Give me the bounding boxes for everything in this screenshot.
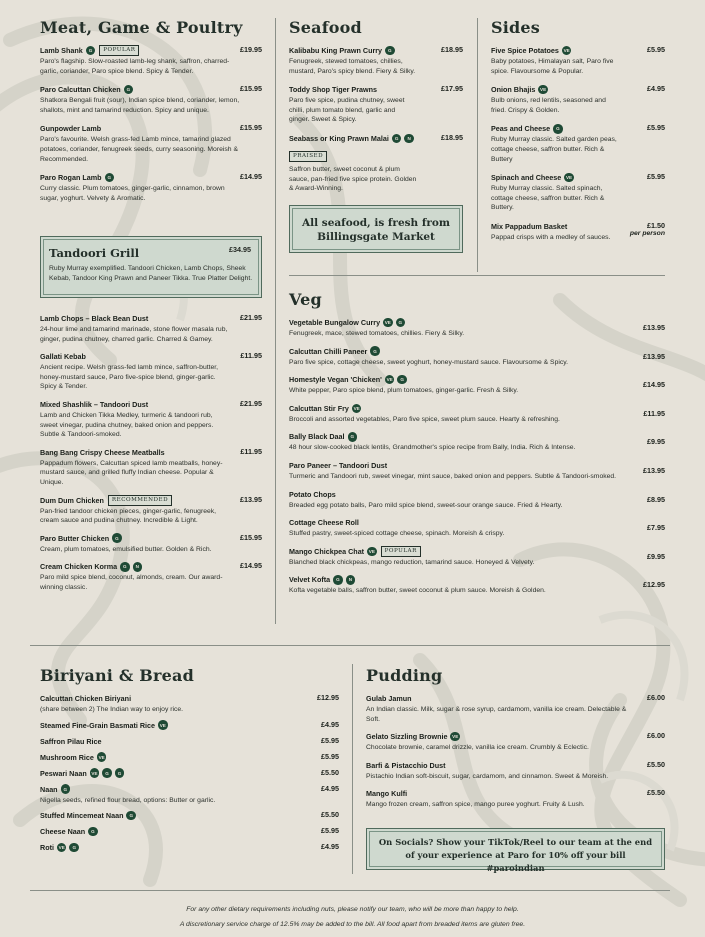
section-title: Biriyani & Bread — [40, 666, 194, 685]
item-name: Cottage Cheese Roll — [289, 518, 359, 528]
item-name: Roti — [40, 843, 54, 853]
item-price: £18.95 — [441, 45, 463, 54]
item-name: Seabass or King Prawn Malai — [289, 133, 389, 143]
menu-item — [289, 574, 665, 596]
menu-item — [491, 84, 665, 115]
socials-callout-text: On Socials? Show your TikTok/Reel to our team at the end of your experience at Paro for 10% off your bill #paroindian — [378, 837, 653, 873]
item-name: Gunpowder Lamb — [40, 124, 102, 134]
item-name: Cheese Naan — [40, 827, 86, 837]
menu-item — [289, 374, 665, 396]
item-description: Pappad crisps with a medley of sauces. — [491, 233, 611, 241]
dietary-badge: N — [404, 134, 414, 144]
item-price: £5.50 — [647, 788, 665, 798]
sides-items — [491, 45, 665, 243]
item-description: Fenugreek, mace, stewed tomatoes, chillies. Fiery & Silky. — [289, 330, 465, 337]
item-description: Pappadum flowers, Calcuttan spiced lamb meatballs, honey-mustard sauce, and grilled fluffy Indian cheese. Popular & Unique. — [40, 459, 223, 486]
dietary-badge: VE — [352, 404, 362, 414]
dietary-badge: VE — [564, 173, 574, 183]
item-name: Stuffed Mincemeat Naan — [40, 811, 124, 821]
item-price: £5.95 — [321, 751, 339, 761]
item-name: Homestyle Vegan 'Chicken' — [289, 375, 382, 385]
item-name: Lamb Chops – Black Bean Dust — [40, 314, 149, 323]
item-price: £12.95 — [643, 580, 665, 590]
item-price: £8.95 — [647, 494, 665, 504]
item-name: Gulab Jamun — [366, 694, 412, 703]
item-description: Cream, plum tomatoes, emulsified butter. Golden & Rich. — [40, 545, 212, 553]
tandoori-grill-box — [40, 236, 262, 298]
item-description: Mango frozen cream, saffron spice, mango puree yoghurt. Fruity & Lush. — [366, 801, 585, 809]
item-description: (share between 2) The Indian way to enjoy rice. — [40, 706, 184, 713]
item-name: Mango Kulfi — [366, 789, 408, 799]
menu-item — [366, 731, 665, 753]
item-name: Gelato Sizzling Brownie — [366, 732, 448, 742]
menu-item — [491, 172, 665, 213]
item-name: Lamb Shank — [40, 46, 83, 55]
item-price: £17.95 — [441, 84, 463, 94]
menu-item — [40, 826, 339, 837]
item-price: £5.50 — [647, 759, 665, 769]
seafood-items — [289, 45, 463, 194]
item-name: Velvet Kofta — [289, 575, 331, 585]
dietary-badge: G — [370, 346, 380, 356]
item-price: £7.95 — [647, 523, 665, 533]
divider-vertical-top-right — [477, 18, 478, 272]
item-description: Kofta vegetable balls, saffron butter, sweet coconut & plum sauce. Moreish & Golden. — [289, 587, 546, 595]
dietary-badge: VE — [158, 720, 168, 730]
seafood-callout-text: All seafood, is fresh from Billingsgate Market — [302, 217, 450, 243]
menu-item — [289, 403, 665, 425]
menu-item — [40, 351, 262, 392]
biriyani-section — [40, 666, 339, 858]
item-name: Paro Calcuttan Chicken — [40, 85, 121, 95]
item-name: Calcuttan Chilli Paneer — [289, 346, 368, 356]
item-description: Blanched black chickpeas, mango reduction, tamarind sauce. Honeyed & Velvety. — [289, 558, 535, 566]
menu-item — [40, 752, 339, 763]
seafood-callout-box — [289, 205, 463, 253]
item-name: Onion Bhajis — [491, 85, 536, 95]
menu-item — [40, 693, 339, 715]
menu-item — [289, 431, 665, 453]
veg-items — [289, 317, 665, 596]
item-description: Bulb onions, red lentils, seasoned and fried. Crispy & Golden. — [491, 97, 606, 114]
item-price: £21.95 — [240, 398, 262, 408]
item-price: £14.95 — [240, 172, 262, 182]
item-description: Paro's favourite. Welsh grass-fed Lamb mince, tamarind glazed potatoes, coriander, fenugreek seeds, curry seasoning. Moreish & Recommended. — [40, 136, 238, 163]
section-title: Pudding — [366, 666, 443, 685]
menu-item — [40, 399, 262, 440]
dietary-badge: G — [553, 124, 563, 134]
item-description: Pistachio Indian soft-biscuit, sugar, cardamom, and cinnamon. Sweet & Moreish. — [366, 772, 609, 780]
menu-item — [366, 760, 665, 782]
item-description: Lamb and Chicken Tikka Medley, turmeric & tandoori rub, sweet vinegar, pudina chutney, baked onion and peppers. Subtle & Tandoori-smoked. — [40, 411, 214, 439]
item-price-unit: per person — [629, 229, 665, 237]
item-price: £11.95 — [643, 408, 665, 418]
item-name: Spinach and Cheese — [491, 173, 562, 183]
item-name: Dum Dum Chicken — [40, 495, 104, 505]
item-price: £4.95 — [647, 84, 665, 94]
item-description: Shatkora Bengali fruit (sour), Indian spice blend, coriander, lemon, shallots, mint and tamarind reduction. Spicy and unique. — [40, 97, 240, 114]
dietary-badge: VE — [538, 85, 548, 95]
dietary-badge: G — [115, 768, 125, 778]
item-description: Chocolate brownie, caramel drizzle, vanilla ice cream. Crumbly & Eclectic. — [366, 744, 589, 752]
dietary-badge: G — [348, 432, 358, 442]
item-description: Breaded egg potato balls, Paro mild spice blend, sweet-sour orange sauce. Fried & Hearty. — [289, 501, 563, 509]
item-price: £13.95 — [643, 351, 665, 361]
section-title: Sides — [491, 18, 541, 37]
section-title: Meat, Game & Poultry — [40, 18, 243, 37]
item-tag: RECOMMENDED — [108, 495, 172, 506]
item-price: £13.95 — [643, 465, 665, 475]
meat-section — [40, 18, 262, 211]
item-description: Turmeric and Tandoori rub, sweet vinegar, mint sauce, baked onion and peppers. Subtle & Tandoori-smoked. — [289, 472, 617, 480]
item-price: £1.50 per person — [629, 220, 665, 237]
divider-vertical-bottom — [352, 664, 353, 874]
item-name: Potato Chops — [289, 489, 336, 499]
item-name: Mango Chickpea Chat — [289, 546, 365, 556]
item-price: £11.95 — [240, 446, 262, 456]
item-price: £4.95 — [321, 842, 339, 852]
dietary-badge: VE — [383, 318, 393, 328]
dietary-badge: G — [396, 318, 406, 328]
dietary-badge: VE — [97, 752, 107, 762]
dietary-badge: N — [133, 562, 143, 572]
veg-section — [289, 290, 665, 603]
item-price: £9.95 — [647, 551, 665, 561]
item-name: Cream Chicken Korma — [40, 562, 118, 572]
item-name: Calcuttan Stir Fry — [289, 403, 349, 413]
item-name: Mixed Shashlik – Tandoori Dust — [40, 399, 149, 409]
seafood-section — [289, 18, 463, 202]
menu-item — [289, 346, 665, 368]
item-description: Saffron butter, sweet coconut & plum sauce, pan-fried five spice protein. Golden & Award-Winning. — [289, 165, 417, 193]
item-description: 48 hour slow-cooked black lentils, Grandmother's spice recipe from Bally, India. Rich & Intense. — [289, 444, 576, 452]
dietary-badge: G — [333, 575, 343, 585]
pudding-items — [366, 693, 665, 810]
dietary-badge: G — [88, 827, 98, 837]
item-price: £9.95 — [647, 437, 665, 447]
footer-service-note: A discretionary service charge of 12.5% may be added to the bill. All food apart from breaded items are gluten free. — [179, 921, 526, 928]
biriyani-items — [40, 693, 339, 853]
item-price: £11.95 — [240, 351, 262, 361]
dietary-badge: G — [86, 46, 96, 56]
dietary-badge: G — [392, 134, 402, 144]
item-price: £12.95 — [317, 693, 339, 702]
item-price: £4.95 — [321, 719, 339, 729]
menu-item — [289, 84, 463, 125]
item-tag: POPULAR — [99, 45, 139, 56]
item-name: Naan — [40, 784, 58, 794]
menu-item — [40, 720, 339, 731]
item-price: £15.95 — [240, 532, 262, 542]
pudding-section — [366, 666, 665, 817]
menu-item — [289, 546, 665, 568]
item-price: £14.95 — [240, 561, 262, 571]
divider-vertical-left — [275, 18, 276, 624]
item-name: Five Spice Potatoes — [491, 46, 559, 55]
dietary-badge: G — [126, 811, 136, 821]
item-name: Toddy Shop Tiger Prawns — [289, 85, 377, 95]
dietary-badge: G — [397, 375, 407, 385]
menu-item — [40, 768, 339, 779]
dietary-badge: G — [120, 562, 130, 572]
item-tag: PRAISED — [289, 151, 327, 162]
item-price: £5.50 — [321, 810, 339, 820]
menu-item — [366, 788, 665, 810]
menu-item — [289, 489, 665, 511]
section-title: Seafood — [289, 18, 362, 37]
item-description: Paro mild spice blend, coconut, almonds, cream. Our award-winning classic. — [40, 574, 223, 591]
menu-item — [40, 313, 262, 344]
dietary-badge: VE — [450, 732, 460, 742]
item-price: £18.95 — [441, 132, 463, 142]
item-name: Peas and Cheese — [491, 124, 551, 134]
item-description: Paro five spice, cottage cheese, sweet yoghurt, honey-mustard sauce. Flavoursome & Spicy. — [289, 358, 569, 366]
item-name: Calcuttan Chicken Biriyani — [40, 694, 132, 703]
menu-item — [40, 45, 262, 76]
item-price: £15.95 — [240, 123, 262, 133]
menu-item — [40, 736, 339, 747]
divider-horizontal-middle — [30, 645, 670, 646]
item-name: Bally Black Daal — [289, 432, 345, 442]
menu-item — [491, 123, 665, 164]
item-name: Gallati Kebab — [40, 352, 86, 362]
item-price: £21.95 — [240, 313, 262, 322]
item-description: Curry classic. Plum tomatoes, ginger-garlic, cinnamon, brown sugar, yoghurt. Velvety & Aromatic. — [40, 185, 225, 202]
tandoori-price: £34.95 — [229, 245, 251, 254]
item-price: £15.95 — [240, 84, 262, 94]
item-price: £19.95 — [240, 45, 262, 54]
menu-item — [491, 45, 665, 76]
dietary-badge: N — [346, 575, 356, 585]
item-name: Barfi & Pistacchio Dust — [366, 760, 446, 770]
meat-items — [40, 45, 262, 203]
dietary-badge: VE — [562, 46, 572, 56]
item-name: Mix Pappadum Basket — [491, 221, 568, 231]
item-description: Ruby Murray classic. Salted spinach, cottage cheese, saffron butter. Rich & Buttery. — [491, 185, 605, 212]
menu-item — [40, 84, 262, 115]
item-price: £5.95 — [321, 826, 339, 836]
dietary-badge: VE — [385, 375, 395, 385]
dietary-badge: VE — [90, 768, 100, 778]
item-price: £5.95 — [321, 735, 339, 745]
item-description: Pan-fried tandoor chicken pieces, ginger-garlic, fenugreek, cream sauce and pudina chutney. Incredible & Light. — [40, 507, 217, 525]
menu-item — [40, 123, 262, 164]
item-name: Paro Rogan Lamb — [40, 173, 102, 183]
item-price: £14.95 — [643, 380, 665, 390]
menu-item — [289, 317, 665, 339]
menu-item — [289, 45, 463, 76]
item-description: Ancient recipe. Welsh grass-fed lamb mince, saffron-butter, honey-mustard sauce, Paro five-spice blend, ginger-garlic. Spicy & Tender. — [40, 364, 219, 391]
item-price: £5.95 — [647, 172, 665, 182]
socials-callout-box — [366, 828, 665, 873]
section-title: Veg — [289, 290, 322, 309]
dietary-badge: G — [124, 85, 134, 95]
menu-item — [289, 133, 463, 194]
dietary-badge: G — [61, 784, 71, 794]
item-description: Stuffed pastry, sweet-spiced cottage cheese, spinach. Moreish & crispy. — [289, 530, 505, 538]
tandoori-title: Tandoori Grill — [49, 246, 140, 260]
menu-item — [40, 533, 262, 555]
item-price: £5.95 — [647, 123, 665, 133]
divider-horizontal-sides — [289, 275, 665, 276]
item-description: Baby potatoes, Himalayan salt, Paro five spice. Flavoursome & Popular. — [491, 58, 614, 75]
item-name: Kalibabu King Prawn Curry — [289, 46, 383, 55]
item-price: £13.95 — [240, 494, 262, 504]
item-price: £5.95 — [647, 45, 665, 54]
item-price: £6.00 — [647, 693, 665, 702]
item-description: Nigella seeds, refined flour bread, options: Butter or garlic. — [40, 796, 216, 804]
menu-item — [289, 460, 665, 482]
dietary-badge: G — [385, 46, 395, 56]
menu-item — [366, 693, 665, 724]
dietary-badge: VE — [367, 547, 377, 557]
menu-item — [289, 517, 665, 539]
meat-items-continued — [40, 313, 262, 593]
item-name: Vegetable Bungalow Curry — [289, 318, 381, 327]
item-price: £6.00 — [647, 731, 665, 741]
menu-item — [40, 447, 262, 488]
item-price: £5.50 — [321, 767, 339, 777]
item-description: 24-hour lime and tamarind marinade, stone flower masala rub, ginger, pudina chutney, charred garlic. Charred & Gamey. — [40, 326, 228, 343]
dietary-badge: VE — [57, 843, 67, 853]
menu-item — [40, 495, 262, 526]
item-name: Peswari Naan — [40, 768, 87, 778]
item-price: £13.95 — [643, 323, 665, 332]
item-description: White pepper, Paro spice blend, plum tomatoes, ginger-garlic. Fresh & Silky. — [289, 387, 519, 395]
item-name: Saffron Pilau Rice — [40, 736, 102, 746]
meat-section-continued — [40, 313, 262, 600]
item-price: £4.95 — [321, 783, 339, 793]
item-name: Paro Paneer – Tandoori Dust — [289, 460, 388, 470]
dietary-badge: G — [102, 768, 112, 778]
dietary-badge: G — [105, 173, 115, 183]
item-description: Ruby Murray classic. Salted garden peas, cottage cheese, saffron butter. Rich & Buttery — [491, 136, 617, 163]
divider-horizontal-footer — [30, 890, 670, 891]
footer-dietary-note: For any other dietary requirements including nuts, please notify our team, who will be more than happy to help. — [186, 906, 519, 913]
item-description: Paro five spice, pudina chutney, sweet chilli, plum tomato blend, garlic and ginger. Sweet & Spicy. — [289, 97, 405, 124]
item-description: Paro's flagship. Slow-roasted lamb-leg shank, saffron, charred-garlic, coriander, Paro spice blend. Spicy & Tender. — [40, 58, 230, 75]
dietary-badge: G — [69, 843, 79, 853]
dietary-badge: G — [112, 533, 122, 543]
tandoori-description: Ruby Murray exemplified. Tandoori Chicken, Lamb Chops, Sheek Kebab, Tandoor King Prawn and Paneer Tikka. True Platter Delight. — [49, 265, 253, 282]
menu-item — [491, 221, 665, 243]
menu-item — [40, 842, 339, 853]
item-name: Mushroom Rice — [40, 752, 94, 762]
item-tag: POPULAR — [381, 546, 421, 557]
menu-item — [40, 561, 262, 592]
menu-item — [40, 810, 339, 821]
menu-item — [40, 172, 262, 203]
item-name: Paro Butter Chicken — [40, 533, 110, 543]
menu-item — [40, 784, 339, 806]
item-description: Broccoli and assorted vegetables, Paro five spice, sweet plum sauce. Hearty & refreshing. — [289, 415, 560, 423]
item-name: Bang Bang Crispy Cheese Meatballs — [40, 447, 165, 457]
item-description: An Indian classic. Milk, sugar & rose syrup, cardamom, vanilla ice cream. Delectable & Soft. — [366, 706, 627, 723]
item-description: Fenugreek, stewed tomatoes, chillies, mustard, Paro's spicy blend. Fiery & Silky. — [289, 58, 416, 75]
sides-section — [491, 18, 665, 251]
item-name: Steamed Fine-Grain Basmati Rice — [40, 720, 156, 730]
